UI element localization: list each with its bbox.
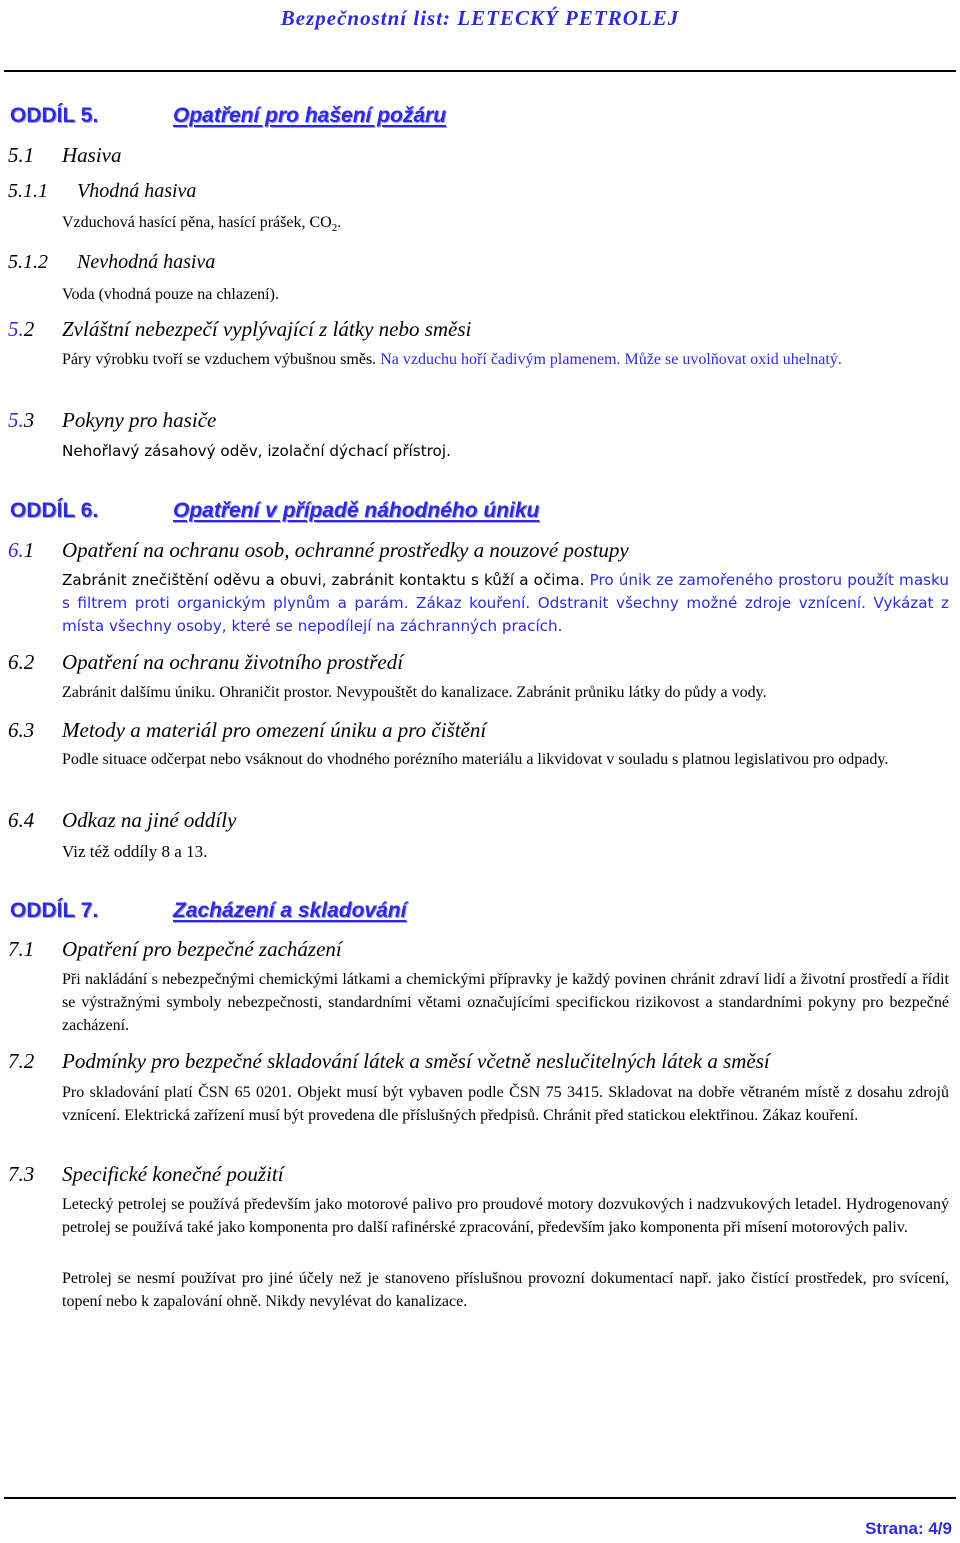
section-5-title: Opatření pro hašení požáru [173, 104, 447, 127]
section-6-title: Opatření v případě náhodného úniku [173, 499, 540, 522]
subsection-7-2-text: Pro skladování platí ČSN 65 0201. Objekt musí být vybaven podle ČSN 75 3415. Skladovat na dobře větraném místě z dosahu zdrojů vznícení. Elektrická zařízení musí být provedena dle příslušných předpisů. Chránit před statickou elektřinou. Zákaz kouření. [62, 1084, 949, 1124]
footer-rule [4, 1497, 956, 1499]
section-6-number: ODDÍL 6. [10, 499, 99, 522]
subsection-6-2: 6.2 Opatření na ochranu životního prostředí [8, 650, 404, 674]
subsection-6-4: 6.4 Odkaz na jiné oddíly [8, 808, 237, 832]
subsection-5-3-text: Nehořlavý zásahový oděv, izolační dýchací přístroj. [62, 442, 451, 460]
subsection-7-1: 7.1 Opatření pro bezpečné zacházení [8, 937, 342, 961]
subsection-7-1-text: Při nakládání s nebezpečnými chemickými látkami a chemickými přípravky je každý povinen chránit zdraví lidí a životní prostředí a řídit se výstražnými symboly nebezpečnosti, standardními větami označujícími specifickou rizikovost a standardními pokyny pro bezpečné zacházení. [62, 971, 949, 1034]
subsection-5-1-1-text: Vzduchová hasící pěna, hasící prášek, $CO_2$. [62, 214, 342, 235]
subsection-7-2: 7.2 Podmínky pro bezpečné skladování látek a směsí včetně neslučitelných látek a směsí [8, 1049, 770, 1073]
header-rule [4, 70, 956, 72]
subsection-6-3-text: Podle situace odčerpat nebo vsáknout do vhodného porézního materiálu a likvidovat v souladu s platnou legislativou pro odpady. [62, 751, 889, 768]
subsection-7-3-text-2: Petrolej se nesmí používat pro jiné účely než je stanoveno příslušnou provozní dokumentací např. jako čistící prostředek, pro svícení, topení nebo k zapalování ohně. Nikdy nevylévat do kanalizace. [62, 1270, 949, 1310]
subsection-5-3: 5.3 Pokyny pro hasiče [8, 408, 217, 432]
subsection-6-3: 6.3 Metody a materiál pro omezení úniku a pro čištění [8, 718, 487, 742]
document-header-title: Bezpečnostní list: LETECKÝ PETROLEJ [280, 6, 680, 30]
subsection-5-1-1: 5.1.1 Vhodná hasiva [8, 180, 197, 202]
subsection-5-2: 5.2 Zvláštní nebezpečí vyplývající z látky nebo směsi [8, 317, 472, 341]
subsection-6-1: 6.1 Opatření na ochranu osob, ochranné prostředky a nouzové postupy [8, 538, 629, 562]
subsection-7-3: 7.3 Specifické konečné použití [8, 1162, 284, 1186]
section-7-number: ODDÍL 7. [10, 899, 99, 922]
subsection-7-3-text-1: Letecký petrolej se používá především jako motorové palivo pro proudové motory dozvukových i nadzvukových letadel. Hydrogenovaný petrolej se používá také jako komponenta pro další rafinérské zpracování, především jako komponenta při mísení motorových paliv. [62, 1196, 949, 1236]
subsection-5-1-2-text: Voda (vhodná pouze na chlazení). [62, 286, 279, 303]
subsection-6-2-text: Zabránit dalšímu úniku. Ohraničit prostor. Nevypouštět do kanalizace. Zabránit průniku látky do půdy a vody. [62, 684, 767, 701]
subsection-5-2-text: Páry výrobku tvoří se vzduchem výbušnou směs. Na vzduchu hoří čadivým plamenem. Může se uvolňovat oxid uhelnatý. [62, 351, 842, 368]
section-7-title: Zacházení a skladování [173, 899, 407, 922]
subsection-5-1: 5.1 Hasiva [8, 143, 122, 167]
subsection-6-4-text: Viz též oddíly 8 a 13. [62, 842, 208, 861]
section-5-number: ODDÍL 5. [10, 104, 99, 127]
subsection-6-1-text: Zabránit znečištění oděvu a obuvi, zabránit kontaktu s kůží a očima. Pro únik ze zamořeného prostoru použít masku s filtrem proti organickým plynům a parám. Zákaz kouření. Odstranit všechny možné zdroje vznícení. Vykázat z místa všechny osoby, které se nepodílejí na záchranných pracích. [62, 571, 949, 635]
subsection-5-1-2: 5.1.2 Nevhodná hasiva [8, 251, 216, 273]
page-number: Strana: 4/9 [865, 1519, 952, 1538]
